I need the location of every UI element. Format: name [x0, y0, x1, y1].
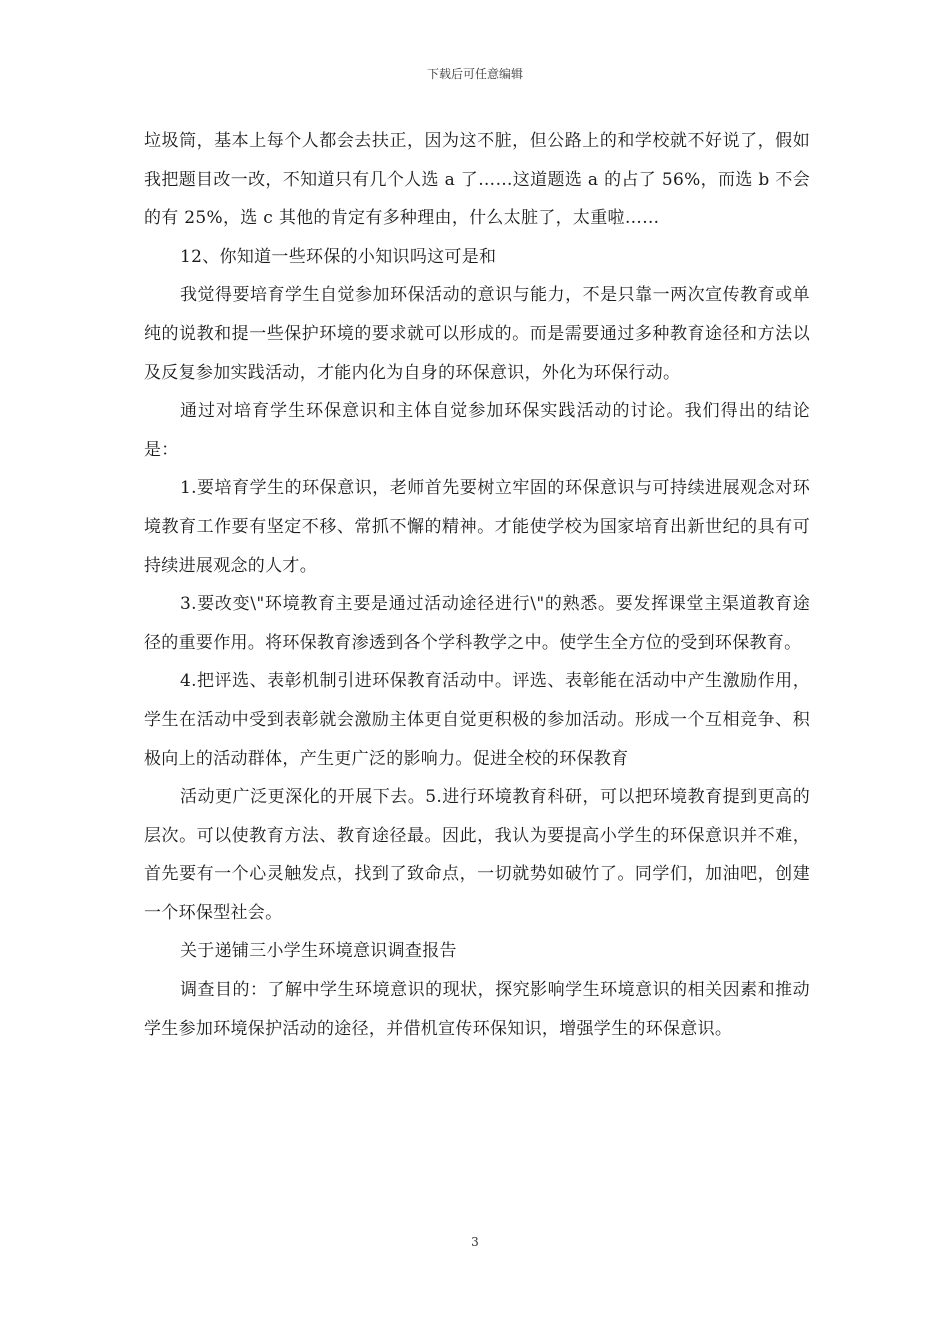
paragraph-conclusion-5: 活动更广泛更深化的开展下去。5.进行环境教育科研，可以把环境教育提到更高的层次。可以使教育方法、教育途径最。因此，我认为要提高小学生的环保意识并不难，首先要有一个心灵触发点，找到了致命点，一切就势如破竹了。同学们，加油吧，创建一个环保型社会。	[144, 787, 810, 923]
paragraph-discussion: 通过对培育学生环保意识和主体自觉参加环保实践活动的讨论。我们得出的结论是：	[144, 401, 810, 460]
paragraph-conclusion-3: 3.要改变\"环境教育主要是通过活动途径进行\"的熟悉。要发挥课堂主渠道教育途径的重要作用。将环保教育渗透到各个学科教学之中。使学生全方位的受到环保教育。	[144, 594, 810, 653]
page-number: 3	[471, 1235, 479, 1249]
report-title: 关于递铺三小学生环境意识调查报告	[180, 941, 457, 962]
paragraph-survey-purpose: 调查目的：了解中学生环境意识的现状，探究影响学生环境意识的相关因素和推动学生参加环境保护活动的途径，并借机宣传环保知识，增强学生的环保意识。	[144, 980, 810, 1039]
page-header: 下载后可任意编辑	[426, 67, 523, 81]
document-body	[144, 122, 810, 1048]
paragraph-question-12: 12、你知道一些环保的小知识吗这可是和	[180, 246, 497, 267]
paragraph-conclusion-1: 1.要培育学生的环保意识，老师首先要树立牢固的环保意识与可持续进展观念对环境教育工作要有坚定不移、常抓不懈的精神。才能使学校为国家培育出新世纪的具有可持续进展观念的人才。	[144, 478, 810, 576]
paragraph-conclusion-4: 4.把评选、表彰机制引进环保教育活动中。评选、表彰能在活动中产生激励作用，学生在活动中受到表彰就会激励主体更自觉更积极的参加活动。形成一个互相竞争、积极向上的活动群体，产生更广泛的影响力。促进全校的环保教育	[144, 671, 810, 769]
paragraph-opinion: 我觉得要培育学生自觉参加环保活动的意识与能力，不是只靠一两次宣传教育或单纯的说教和提一些保护环境的要求就可以形成的。而是需要通过多种教育途径和方法以及反复参加实践活动，才能内化为自身的环保意识，外化为环保行动。	[144, 285, 810, 383]
paragraph-continuation: 垃圾筒，基本上每个人都会去扶正，因为这不脏，但公路上的和学校就不好说了，假如我把题目改一改，不知道只有几个人选 a 了……这道题选 a 的占了 56%，而选 b 不会的有 25%，选 c 其他的肯定有多种理由，什么太脏了，太重啦……	[144, 131, 810, 229]
